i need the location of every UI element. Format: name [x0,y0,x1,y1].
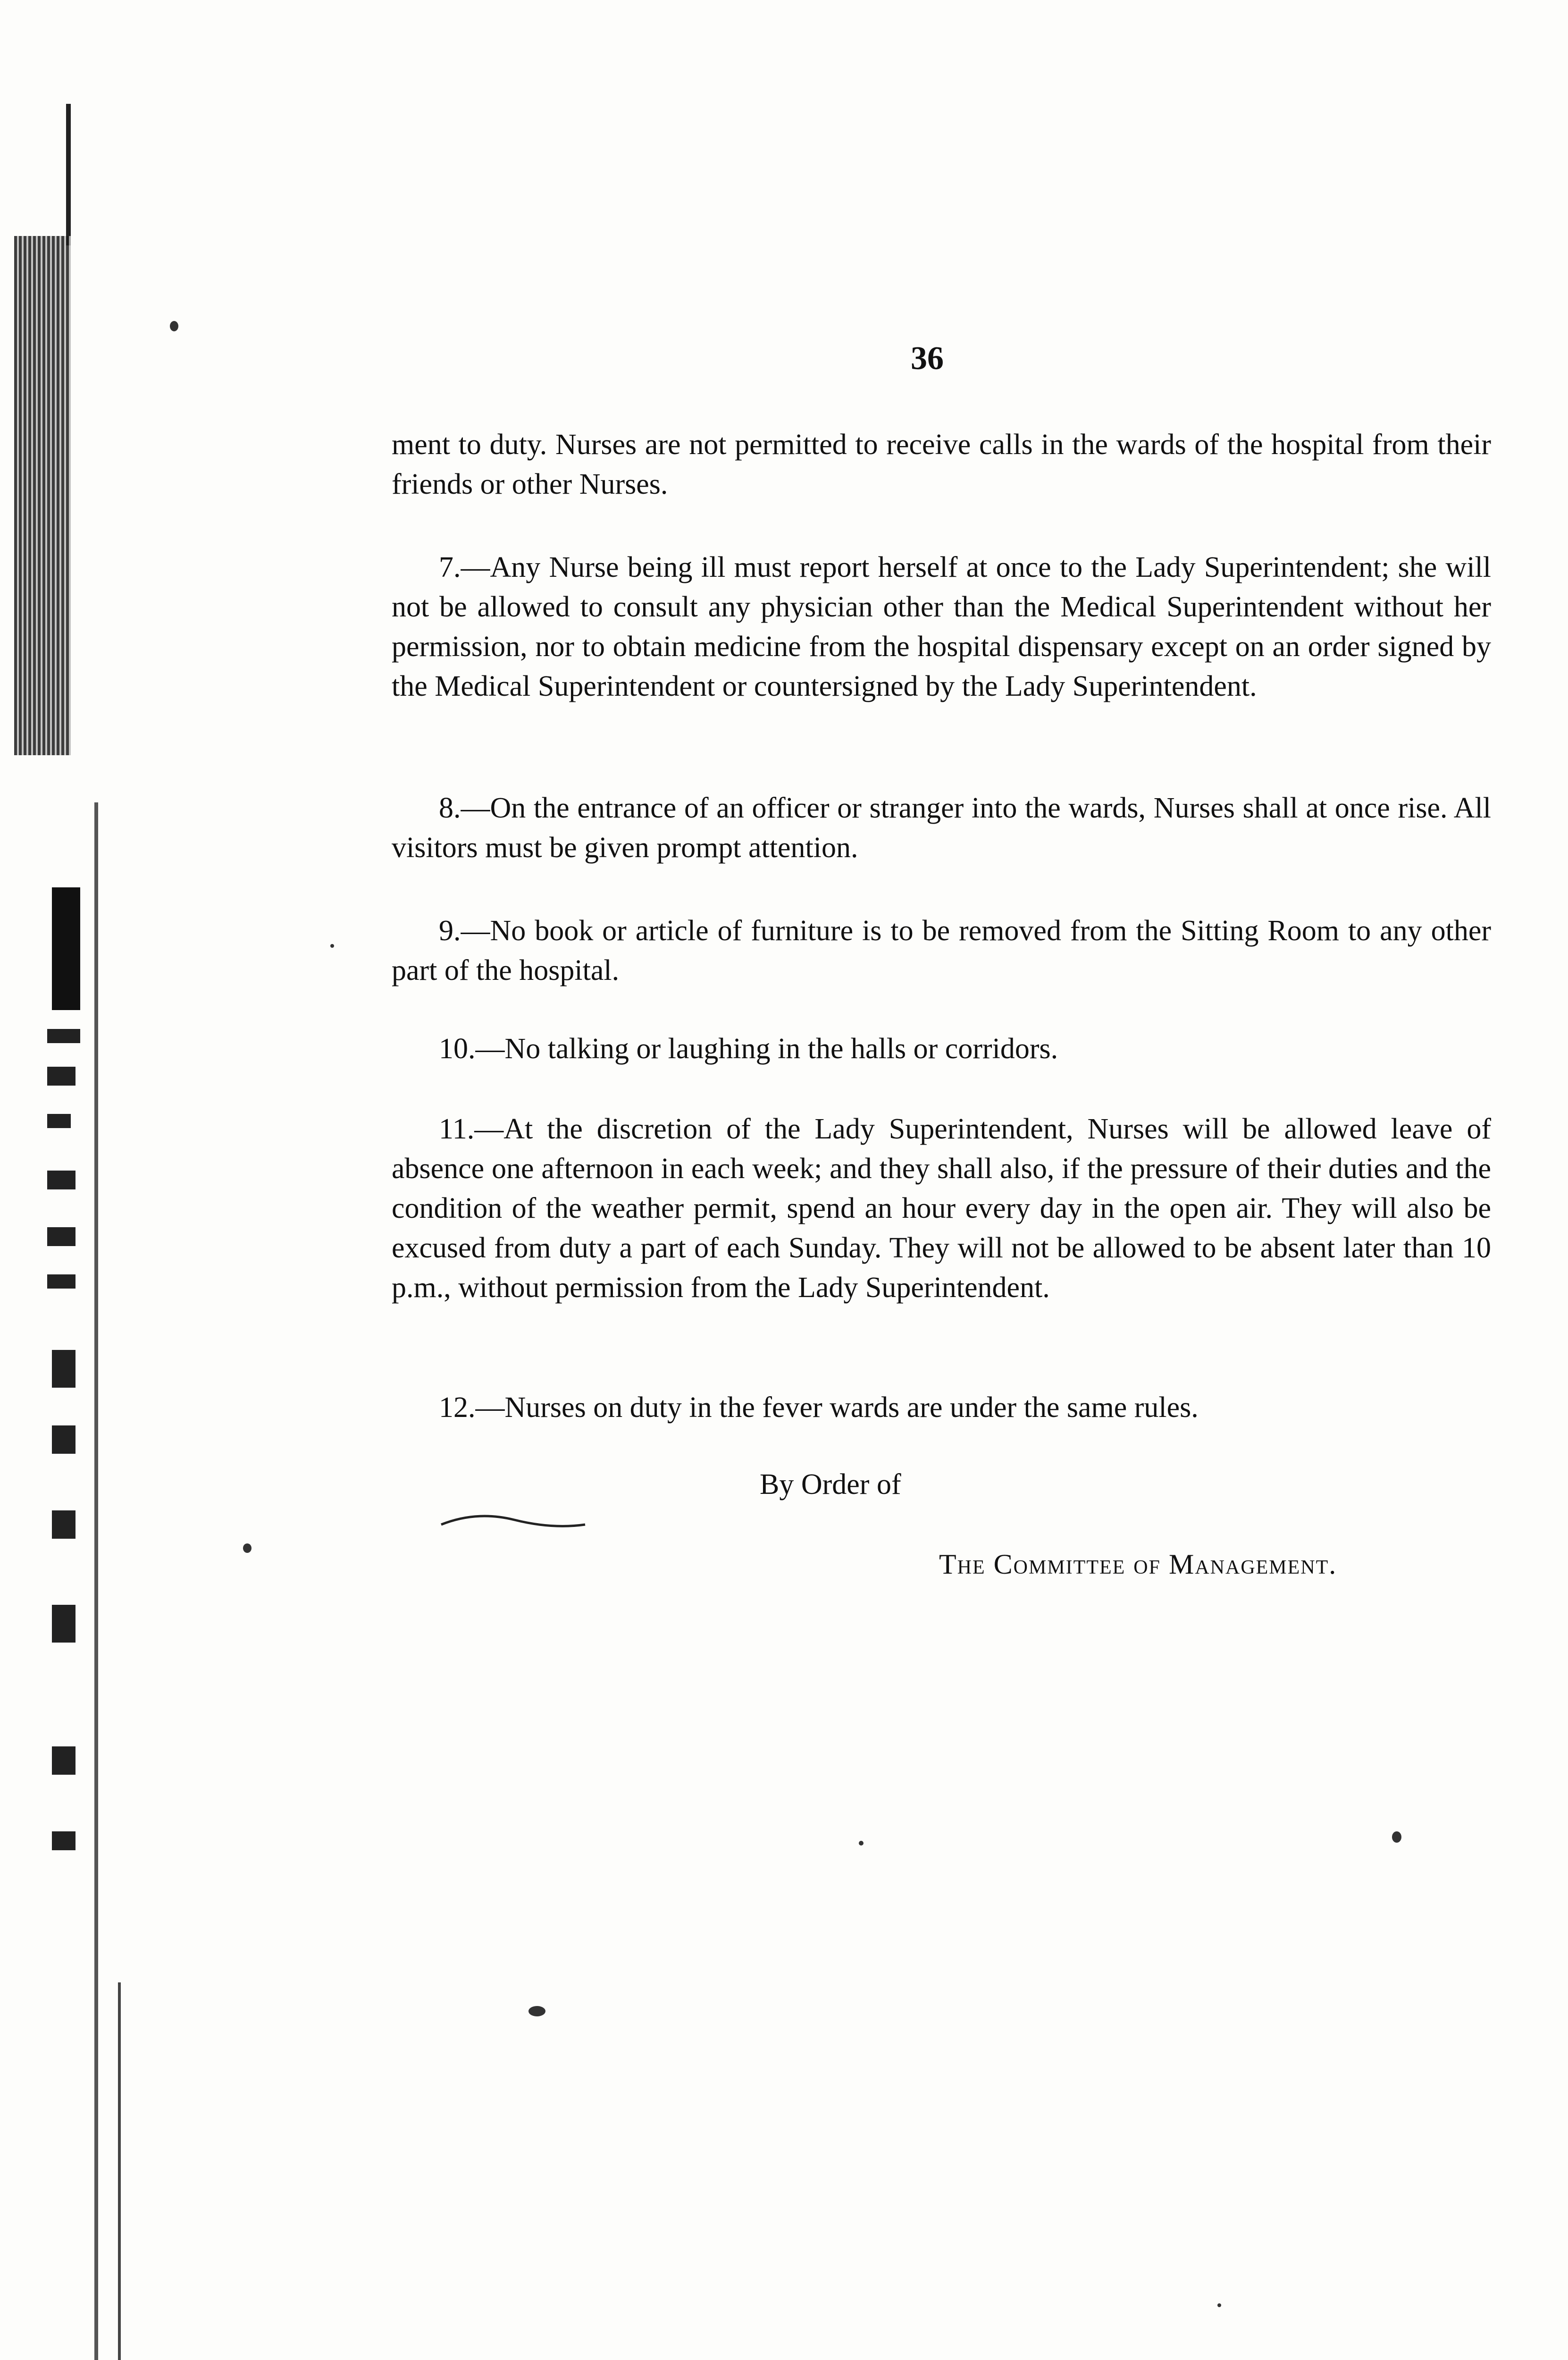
page-number: 36 [911,340,944,377]
paragraph-text: 9.—No book or article of furniture is to be removed from the Sitting Room to any other part of the hospital. [392,915,1491,986]
paragraph-text: 10.—No talking or laughing in the halls or corridors. [439,1033,1058,1065]
rule-11 [392,1109,1491,1307]
rule-7 [392,548,1491,706]
scan-speck [243,1543,252,1553]
scan-speck [330,944,334,948]
rule-8 [392,788,1491,868]
paragraph-text: 7.—Any Nurse being ill must report herself at once to the Lady Superintendent; she will not be allowed to consult any physician other than the Medical Superintendent without her permission, nor to obtain medicine from the hospital dispensary except on an order signed by the Medical Superintendent or countersigned by the Lady Superintendent. [392,551,1491,702]
signature-committee: The Committee of Management. [939,1549,1337,1580]
paragraph-text: ment to duty. Nurses are not permitted to receive calls in the wards of the hospital from their friends or other Nurses. [392,429,1491,500]
paragraph-text: 11.—At the discretion of the Lady Superintendent, Nurses will be allowed leave of absence one afternoon in each week; and they shall also, if the pressure of their duties and the condition of the weather permit, spend an hour every day in the open air. They will also be excused from duty a part of each Sunday. They will not be allowed to be absent later than 10 p.m., without permission from the Lady Superintendent. [392,1113,1491,1304]
paragraph-text: 8.—On the entrance of an officer or stranger into the wards, Nurses shall at once rise. All visitors must be given prompt attention. [392,792,1491,864]
scan-speck [1392,1831,1401,1843]
paragraph-text: 12.—Nurses on duty in the fever wards are under the same rules. [439,1391,1199,1424]
scan-edge-artifacts [0,0,113,2360]
paragraph-continuation [392,425,1491,504]
scan-speck [528,2006,545,2016]
signature-line: By Order of [760,1468,901,1500]
pen-stroke-mark [439,1506,590,1534]
rule-9 [392,911,1491,990]
scan-speck [170,321,178,331]
rule-10 [392,1029,1491,1069]
rule-12 [392,1388,1491,1427]
scan-speck [859,1841,864,1846]
scan-speck [1217,2303,1221,2307]
